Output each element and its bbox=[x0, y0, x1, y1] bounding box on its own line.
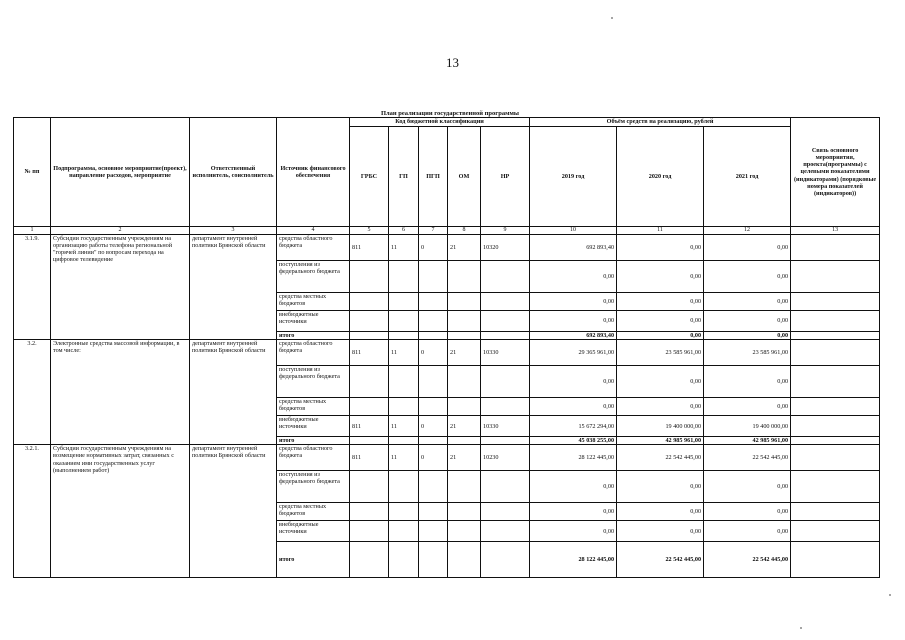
link-cell bbox=[791, 261, 880, 293]
nr-cell: 10320 bbox=[481, 235, 530, 261]
source-cell: средства областного бюджета bbox=[277, 445, 350, 471]
amount-2020: 23 585 961,00 bbox=[617, 340, 704, 366]
column-number: 5 bbox=[350, 227, 389, 235]
gp-cell bbox=[389, 398, 419, 416]
header-2019: 2019 год bbox=[530, 127, 617, 227]
link-cell bbox=[791, 416, 880, 437]
grbs-cell bbox=[350, 437, 389, 445]
program-plan-table bbox=[13, 117, 880, 578]
om-cell bbox=[448, 503, 481, 521]
om-cell bbox=[448, 366, 481, 398]
amount-2020: 19 400 000,00 bbox=[617, 416, 704, 437]
amount-2019: 45 038 255,00 bbox=[530, 437, 617, 445]
om-cell bbox=[448, 437, 481, 445]
amount-2020: 0,00 bbox=[617, 311, 704, 332]
gp-cell: 11 bbox=[389, 340, 419, 366]
row-responsible: департамент внутренней политики Брянской области bbox=[190, 445, 277, 578]
table-caption: План реализации государственной программы bbox=[380, 110, 520, 117]
nr-cell bbox=[481, 437, 530, 445]
header-2020: 2020 год bbox=[617, 127, 704, 227]
amount-2021: 0,00 bbox=[704, 503, 791, 521]
amount-2019: 0,00 bbox=[530, 366, 617, 398]
om-cell bbox=[448, 332, 481, 340]
header-2021: 2021 год bbox=[704, 127, 791, 227]
amount-2020: 0,00 bbox=[617, 261, 704, 293]
amount-2019: 0,00 bbox=[530, 521, 617, 542]
amount-2019: 0,00 bbox=[530, 293, 617, 311]
nr-cell bbox=[481, 503, 530, 521]
link-cell bbox=[791, 542, 880, 578]
amount-2019: 29 365 961,00 bbox=[530, 340, 617, 366]
pgp-cell bbox=[419, 332, 448, 340]
gp-cell bbox=[389, 332, 419, 340]
amount-2021: 22 542 445,00 bbox=[704, 542, 791, 578]
gp-cell: 11 bbox=[389, 416, 419, 437]
pgp-cell bbox=[419, 311, 448, 332]
header-link: Связь основного мероприятия, проекта(программы) с целевыми показателями (индикаторами) (порядковые номера показателей (индикаторов)) bbox=[791, 118, 880, 227]
header-pgp: ПГП bbox=[419, 127, 448, 227]
amount-2019: 0,00 bbox=[530, 311, 617, 332]
om-cell bbox=[448, 398, 481, 416]
amount-2019: 0,00 bbox=[530, 261, 617, 293]
row-number: 3.1.9. bbox=[14, 235, 51, 340]
column-number: 7 bbox=[419, 227, 448, 235]
link-cell bbox=[791, 398, 880, 416]
link-cell bbox=[791, 445, 880, 471]
nr-cell: 10230 bbox=[481, 445, 530, 471]
grbs-cell: 811 bbox=[350, 235, 389, 261]
source-cell: средства областного бюджета bbox=[277, 340, 350, 366]
source-cell: поступления из федерального бюджета bbox=[277, 471, 350, 503]
grbs-cell bbox=[350, 332, 389, 340]
link-cell bbox=[791, 503, 880, 521]
amount-2019: 692 893,40 bbox=[530, 332, 617, 340]
amount-2020: 0,00 bbox=[617, 398, 704, 416]
grbs-cell bbox=[350, 398, 389, 416]
nr-cell bbox=[481, 261, 530, 293]
header-subprogram: Подпрограмма, основное мероприятие(проект), направление расходов, мероприятие bbox=[51, 118, 190, 227]
amount-2019: 0,00 bbox=[530, 398, 617, 416]
link-cell bbox=[791, 311, 880, 332]
row-name: Субсидии государственным учреждениям на возмещение нормативных затрат, связанных с оказанием ими государственных услуг (выполнением работ) bbox=[51, 445, 190, 578]
pgp-cell bbox=[419, 471, 448, 503]
om-cell: 21 bbox=[448, 445, 481, 471]
header-nr: НР bbox=[481, 127, 530, 227]
column-number-row bbox=[14, 227, 880, 235]
header-funding: Объём средств на реализацию, рублей bbox=[530, 118, 791, 127]
pgp-cell: 0 bbox=[419, 416, 448, 437]
amount-2020: 0,00 bbox=[617, 293, 704, 311]
source-cell: внебюджетные источники bbox=[277, 311, 350, 332]
om-cell bbox=[448, 261, 481, 293]
nr-cell: 10330 bbox=[481, 416, 530, 437]
nr-cell bbox=[481, 311, 530, 332]
pgp-cell bbox=[419, 437, 448, 445]
link-cell bbox=[791, 471, 880, 503]
om-cell: 21 bbox=[448, 340, 481, 366]
source-cell: средства областного бюджета bbox=[277, 235, 350, 261]
grbs-cell bbox=[350, 521, 389, 542]
column-number: 8 bbox=[448, 227, 481, 235]
grbs-cell bbox=[350, 261, 389, 293]
om-cell bbox=[448, 542, 481, 578]
table-row bbox=[14, 235, 880, 261]
grbs-cell bbox=[350, 366, 389, 398]
amount-2020: 0,00 bbox=[617, 503, 704, 521]
source-cell: средства местных бюджетов bbox=[277, 293, 350, 311]
source-cell: внебюджетные источники bbox=[277, 416, 350, 437]
source-cell: средства местных бюджетов bbox=[277, 503, 350, 521]
amount-2021: 42 985 961,00 bbox=[704, 437, 791, 445]
scan-speck bbox=[889, 594, 891, 596]
column-number: 3 bbox=[190, 227, 277, 235]
amount-2021: 0,00 bbox=[704, 521, 791, 542]
amount-2021: 0,00 bbox=[704, 293, 791, 311]
column-number: 10 bbox=[530, 227, 617, 235]
grbs-cell: 811 bbox=[350, 445, 389, 471]
nr-cell bbox=[481, 398, 530, 416]
amount-2020: 0,00 bbox=[617, 366, 704, 398]
table-row bbox=[14, 340, 880, 366]
amount-2021: 0,00 bbox=[704, 332, 791, 340]
grbs-cell: 811 bbox=[350, 416, 389, 437]
amount-2019: 28 122 445,00 bbox=[530, 542, 617, 578]
pgp-cell bbox=[419, 293, 448, 311]
link-cell bbox=[791, 293, 880, 311]
source-cell: поступления из федерального бюджета bbox=[277, 366, 350, 398]
gp-cell bbox=[389, 437, 419, 445]
column-number: 11 bbox=[617, 227, 704, 235]
amount-2021: 22 542 445,00 bbox=[704, 445, 791, 471]
header-num: № пп bbox=[14, 118, 51, 227]
column-number: 1 bbox=[14, 227, 51, 235]
source-cell: поступления из федерального бюджета bbox=[277, 261, 350, 293]
amount-2020: 22 542 445,00 bbox=[617, 445, 704, 471]
amount-2020: 0,00 bbox=[617, 332, 704, 340]
page-number: 13 bbox=[446, 55, 459, 70]
header-grbs: ГРБС bbox=[350, 127, 389, 227]
row-responsible: департамент внутренней политики Брянской области bbox=[190, 340, 277, 445]
header-om: ОМ bbox=[448, 127, 481, 227]
link-cell bbox=[791, 366, 880, 398]
amount-2020: 0,00 bbox=[617, 235, 704, 261]
gp-cell: 11 bbox=[389, 445, 419, 471]
header-budget-code: Код бюджетной классификации bbox=[350, 118, 530, 127]
pgp-cell: 0 bbox=[419, 235, 448, 261]
row-responsible: департамент внутренней политики Брянской области bbox=[190, 235, 277, 340]
nr-cell bbox=[481, 293, 530, 311]
om-cell bbox=[448, 311, 481, 332]
amount-2019: 0,00 bbox=[530, 471, 617, 503]
table-row bbox=[14, 445, 880, 471]
grbs-cell bbox=[350, 471, 389, 503]
row-number: 3.2. bbox=[14, 340, 51, 445]
nr-cell bbox=[481, 521, 530, 542]
gp-cell bbox=[389, 471, 419, 503]
column-number: 12 bbox=[704, 227, 791, 235]
column-number: 9 bbox=[481, 227, 530, 235]
nr-cell: 10330 bbox=[481, 340, 530, 366]
gp-cell bbox=[389, 503, 419, 521]
source-cell: итого bbox=[277, 542, 350, 578]
om-cell: 21 bbox=[448, 235, 481, 261]
gp-cell bbox=[389, 521, 419, 542]
amount-2019: 0,00 bbox=[530, 503, 617, 521]
pgp-cell bbox=[419, 261, 448, 293]
gp-cell bbox=[389, 311, 419, 332]
om-cell bbox=[448, 471, 481, 503]
om-cell bbox=[448, 293, 481, 311]
om-cell bbox=[448, 521, 481, 542]
amount-2021: 0,00 bbox=[704, 261, 791, 293]
grbs-cell bbox=[350, 503, 389, 521]
pgp-cell bbox=[419, 366, 448, 398]
pgp-cell: 0 bbox=[419, 445, 448, 471]
link-cell bbox=[791, 332, 880, 340]
amount-2021: 0,00 bbox=[704, 398, 791, 416]
pgp-cell: 0 bbox=[419, 340, 448, 366]
column-number: 13 bbox=[791, 227, 880, 235]
source-cell: средства местных бюджетов bbox=[277, 398, 350, 416]
gp-cell bbox=[389, 366, 419, 398]
column-number: 6 bbox=[389, 227, 419, 235]
link-cell bbox=[791, 437, 880, 445]
scan-speck bbox=[611, 17, 613, 19]
row-name: Электронные средства массовой информации, в том числе: bbox=[51, 340, 190, 445]
gp-cell bbox=[389, 261, 419, 293]
amount-2021: 0,00 bbox=[704, 235, 791, 261]
amount-2021: 0,00 bbox=[704, 471, 791, 503]
nr-cell bbox=[481, 542, 530, 578]
amount-2020: 0,00 bbox=[617, 471, 704, 503]
amount-2021: 23 585 961,00 bbox=[704, 340, 791, 366]
gp-cell bbox=[389, 293, 419, 311]
source-cell: итого bbox=[277, 332, 350, 340]
header-source: Источник финансового обеспечения bbox=[277, 118, 350, 227]
row-number: 3.2.1. bbox=[14, 445, 51, 578]
gp-cell bbox=[389, 542, 419, 578]
pgp-cell bbox=[419, 503, 448, 521]
amount-2019: 692 893,40 bbox=[530, 235, 617, 261]
header-gp: ГП bbox=[389, 127, 419, 227]
amount-2021: 19 400 000,00 bbox=[704, 416, 791, 437]
column-number: 2 bbox=[51, 227, 190, 235]
om-cell: 21 bbox=[448, 416, 481, 437]
source-cell: итого bbox=[277, 437, 350, 445]
grbs-cell bbox=[350, 311, 389, 332]
link-cell bbox=[791, 235, 880, 261]
grbs-cell bbox=[350, 542, 389, 578]
scan-speck bbox=[800, 627, 802, 629]
amount-2019: 15 672 294,00 bbox=[530, 416, 617, 437]
amount-2020: 42 985 961,00 bbox=[617, 437, 704, 445]
column-number: 4 bbox=[277, 227, 350, 235]
nr-cell bbox=[481, 471, 530, 503]
link-cell bbox=[791, 521, 880, 542]
amount-2020: 22 542 445,00 bbox=[617, 542, 704, 578]
grbs-cell bbox=[350, 293, 389, 311]
pgp-cell bbox=[419, 542, 448, 578]
nr-cell bbox=[481, 332, 530, 340]
amount-2021: 0,00 bbox=[704, 311, 791, 332]
header-responsible: Ответственный исполнитель, соисполнитель bbox=[190, 118, 277, 227]
source-cell: внебюджетные источники bbox=[277, 521, 350, 542]
link-cell bbox=[791, 340, 880, 366]
pgp-cell bbox=[419, 521, 448, 542]
nr-cell bbox=[481, 366, 530, 398]
grbs-cell: 811 bbox=[350, 340, 389, 366]
row-name: Субсидии государственным учреждениям на организацию работы телефона региональной "горячей линии" по вопросам перехода на цифровое телевидение bbox=[51, 235, 190, 340]
amount-2020: 0,00 bbox=[617, 521, 704, 542]
amount-2019: 28 122 445,00 bbox=[530, 445, 617, 471]
gp-cell: 11 bbox=[389, 235, 419, 261]
pgp-cell bbox=[419, 398, 448, 416]
amount-2021: 0,00 bbox=[704, 366, 791, 398]
